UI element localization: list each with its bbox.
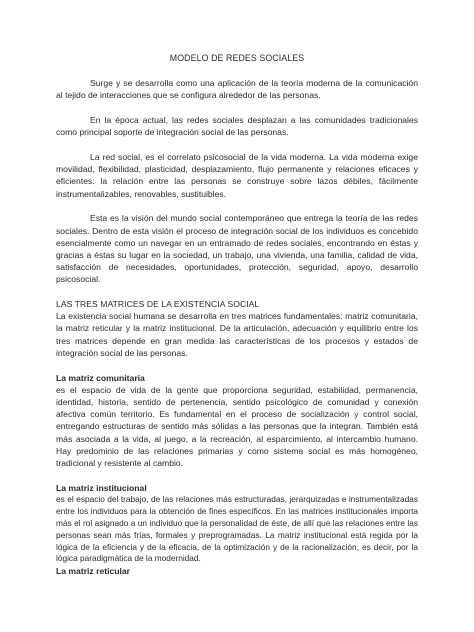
paragraph-3: La red social, es el correlato psicosocial de la vida moderna. La vida moderna exige movilidad, flexibilidad, plasticidad, desplazamiento, flujo permanente y relaciones eficaces y eficientes: la relación entre las personas se construye sobre lazos débiles, fácilmente instrumentalizables, renovables, sustituibles. xyxy=(56,152,418,199)
section-heading: LAS TRES MATRICES DE LA EXISTENCIA SOCIAL xyxy=(56,299,260,310)
document-page xyxy=(56,52,418,578)
paragraph-2: En la época actual, las redes sociales desplazan a las comunidades tradicionales como principal soporte de integración social de las personas. xyxy=(56,115,418,138)
page-title: MODELO DE REDES SOCIALES xyxy=(169,53,305,63)
paragraph-1: Surge y se desarrolla como una aplicación de la teoría moderna de la comunicación al tejido de interacciones que se configura alrededor de las personas. xyxy=(56,78,418,101)
matriz-institucional-heading: La matriz institucional xyxy=(56,482,147,493)
matriz-institucional-text: es el espacio del trabajo, de las relaciones más estructuradas, jerarquizadas e instrumentalizadas entre los individuos para la obtención de fines específicos. En las matrices institucionales importa más el rol asignado a un individuo que la personalidad de éste, de allí que las relaciones entre las personas sean más frías, formales y preprogramadas. La matriz institucional está regida por la lógica de la eficiencia y de la eficacia, de la optimización y de la racionalización, es decir, por la lógica paradigmática de la modernidad. xyxy=(56,493,418,564)
matriz-comunitaria-heading: La matriz comunitaria xyxy=(56,372,145,383)
paragraph-4: Esta es la visión del mundo social contemporáneo que entrega la teoría de las redes sociales. Dentro de esta visión el proceso de integración social de los individuos es concebido esencialmente como un navegar en un entramado de redes sociales, encontrando en éstas y gracias a éstas su lugar en la sociedad, un trabajo, una vivienda, una familia, calidad de vida, satisfacción de necesidades, oportunidades, protección, seguridad, apoyo, desarrollo psicosocial. xyxy=(56,213,418,285)
matriz-reticular-heading: La matriz reticular xyxy=(56,566,131,577)
section-paragraph: La existencia social humana se desarrolla en tres matrices fundamentales: matriz comunitaria, la matriz reticular y la matriz institucional. De la articulación, adecuación y equilibrio entre los tres matrices depende en gran medida las características de los procesos y estados de integración social de las personas. xyxy=(56,311,418,358)
matriz-comunitaria-text: es el espacio de vida de la gente que proporciona seguridad, estabilidad, permanencia, identidad, historia, sentido de pertenencia, sentido psicológico de comunidad y conexión afectiva común territorio. Es fundamental en el proceso de socialización y control social, entregando estructuras de sentido más sólidas a las personas que la integran. También está más asociada a la vida, al juego, a la recreación, al esparcimiento, al intercambio humano. Hay predominio de las relaciones primarias y como sistema social es más homogéneo, tradicional y resistente al cambio. xyxy=(56,384,418,468)
